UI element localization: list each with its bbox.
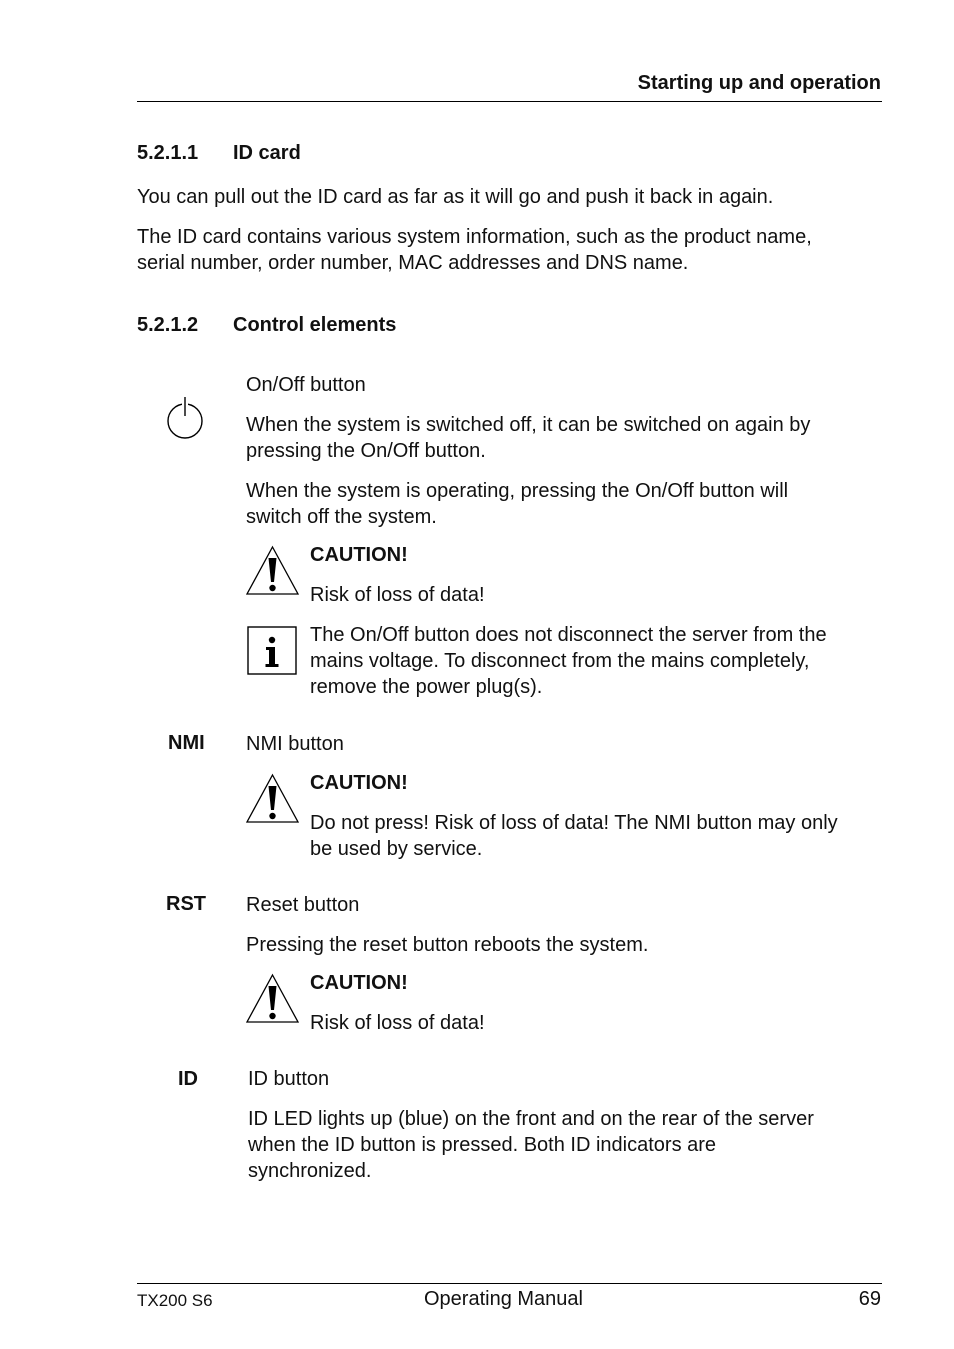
footer-rule [137, 1283, 882, 1284]
id-text-line-2: when the ID button is pressed. Both ID indicators are [248, 1134, 717, 1156]
header-rule [137, 101, 882, 102]
section-heading-id-card [137, 142, 301, 165]
warning-icon [245, 773, 300, 825]
id-label: ID [178, 1068, 198, 1090]
info-icon [247, 626, 297, 675]
rst-caution-title: CAUTION! [310, 972, 408, 994]
onoff-info-line-3: remove the power plug(s). [310, 676, 543, 698]
id-text [248, 1106, 814, 1184]
warning-icon [245, 973, 300, 1025]
id-text-line-3: synchronized. [248, 1160, 372, 1182]
id-card-paragraph-2 [137, 224, 812, 276]
nmi-title: NMI button [246, 733, 344, 755]
section-title: Control elements [233, 314, 397, 336]
running-header: Starting up and operation [637, 72, 881, 94]
id-card-paragraph-2-line-2: serial number, order number, MAC addresses and DNS name. [137, 252, 689, 274]
rst-caution-text: Risk of loss of data! [310, 1012, 485, 1034]
onoff-paragraph-2-line-2: switch off the system. [246, 506, 437, 528]
id-title: ID button [248, 1068, 330, 1090]
onoff-paragraph-1-line-1: When the system is switched off, it can be switched on again by [246, 414, 811, 436]
section-number: 5.2.1.1 [137, 142, 199, 164]
id-card-paragraph-2-line-1: The ID card contains various system information, such as the product name, [137, 226, 812, 248]
onoff-paragraph-2 [246, 478, 788, 530]
id-text-line-1: ID LED lights up (blue) on the front and on the rear of the server [248, 1108, 814, 1130]
rst-label: RST [166, 893, 206, 915]
section-heading-control-elements [137, 314, 396, 337]
onoff-paragraph-1 [246, 412, 810, 464]
id-card-paragraph-1: You can pull out the ID card as far as it will go and push it back in again. [137, 186, 774, 208]
nmi-caution-line-2: be used by service. [310, 838, 483, 860]
onoff-title: On/Off button [246, 374, 366, 396]
onoff-paragraph-2-line-1: When the system is operating, pressing the On/Off button will [246, 480, 789, 502]
power-icon [164, 396, 206, 440]
warning-icon [245, 545, 300, 597]
footer-document-title: Operating Manual [424, 1288, 583, 1310]
onoff-caution-title: CAUTION! [310, 544, 408, 566]
page-number: 69 [858, 1288, 881, 1310]
onoff-info-line-2: mains voltage. To disconnect from the mains completely, [310, 650, 810, 672]
rst-title: Reset button [246, 894, 360, 916]
section-title: ID card [233, 142, 301, 164]
onoff-info-line-1: The On/Off button does not disconnect the server from the [310, 624, 827, 646]
section-number: 5.2.1.2 [137, 314, 199, 336]
rst-text: Pressing the reset button reboots the system. [246, 934, 649, 956]
onoff-caution-text: Risk of loss of data! [310, 584, 485, 606]
nmi-label: NMI [168, 732, 205, 754]
nmi-caution-line-1: Do not press! Risk of loss of data! The NMI button may only [310, 812, 838, 834]
onoff-paragraph-1-line-2: pressing the On/Off button. [246, 440, 486, 462]
nmi-caution-title: CAUTION! [310, 772, 408, 794]
onoff-info-note [310, 622, 827, 700]
nmi-caution-text [310, 810, 838, 862]
footer-model: TX200 S6 [137, 1291, 213, 1310]
